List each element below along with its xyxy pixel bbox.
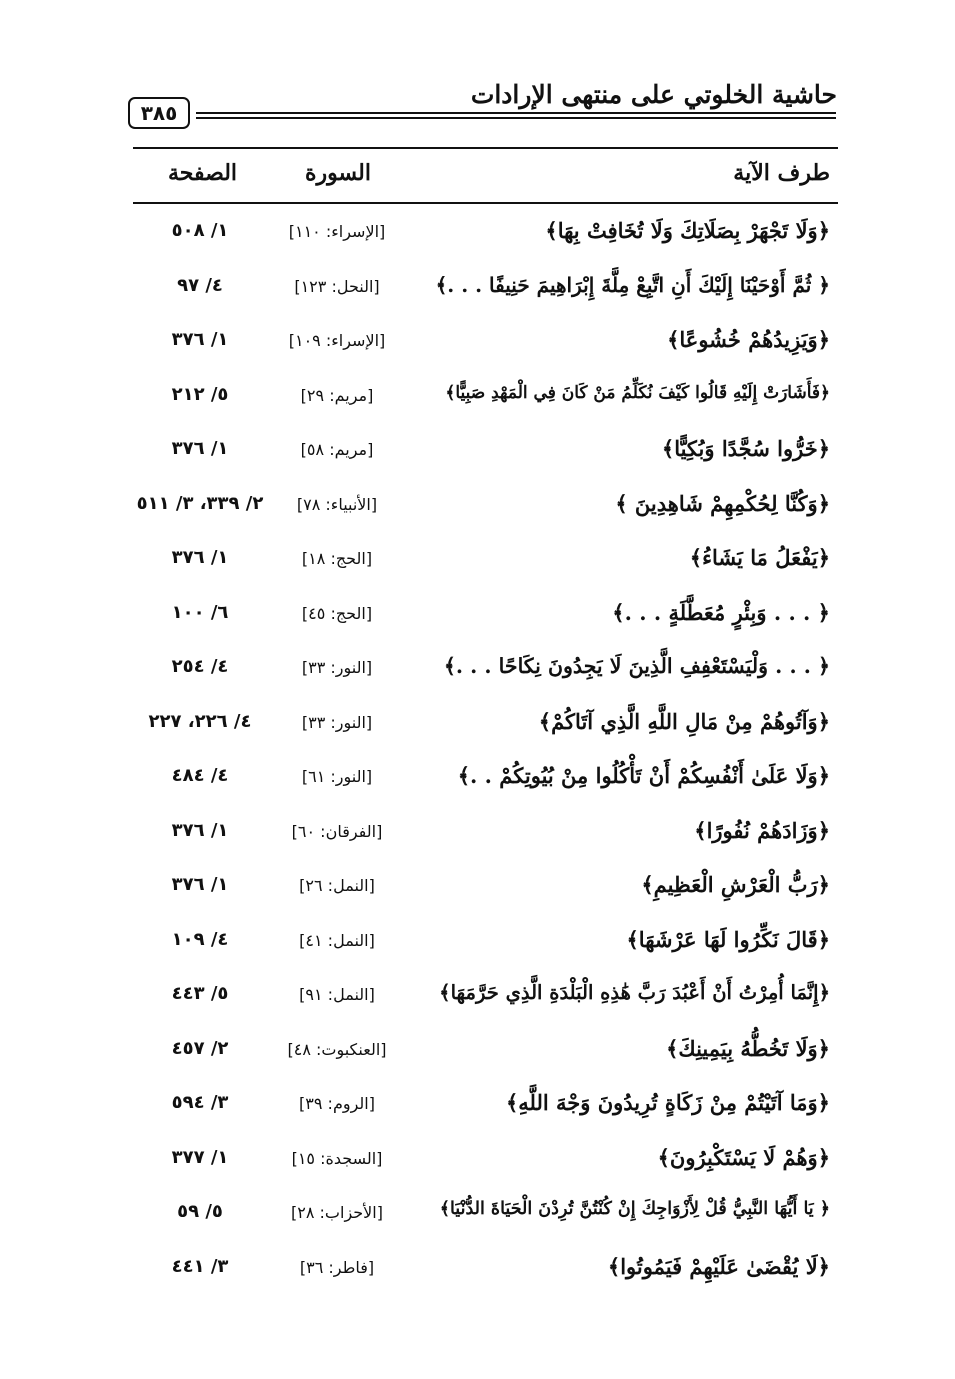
- page-reference: ١/ ٣٧٦: [171, 547, 229, 568]
- table-row: [0, 426, 955, 481]
- table-row: [0, 644, 955, 699]
- table-header-rule: [133, 202, 838, 204]
- verse-text: ﴿ . . . وَلْيَسْتَعْفِفِ الَّذِينَ لَا يَجِدُونَ نِكَاحًا . . .﴾: [443, 654, 830, 678]
- surah-reference: [الإسراء: ١٠٩]: [288, 331, 386, 350]
- surah-reference: [السجدة: ١٥]: [291, 1148, 383, 1168]
- verse-text: ﴿وَزَادَهُمْ نُفُورًا﴾: [694, 817, 830, 843]
- table-row: [0, 1189, 955, 1244]
- verse-text: ﴿ . . . وَبِئْرٍ مُعَطَّلَةٍ . . .﴾: [612, 599, 830, 625]
- table-row: [0, 917, 955, 972]
- table-row: [0, 1080, 955, 1135]
- verse-text: ﴿وَلَا عَلَىٰ أَنْفُسِكُمْ أَنْ تَأْكُلُوا مِنْ بُيُوتِكُمْ . .﴾: [457, 763, 830, 788]
- table-row: [0, 1026, 955, 1081]
- verse-text: ﴿وَآتُوهُمْ مِنْ مَالِ اللَّهِ الَّذِي آتَاكُمْ﴾: [538, 708, 830, 734]
- surah-reference: [النمل: ٩١]: [299, 985, 375, 1004]
- page-reference: ٥/ ٥٩: [177, 1201, 223, 1222]
- verse-index-table: [0, 208, 955, 1298]
- page-reference: ٤/ ٤٨٤: [171, 765, 229, 786]
- page-reference: ١/ ٣٧٦: [171, 874, 229, 895]
- table-row: [0, 263, 955, 318]
- page-reference: ٤/ ١٠٩: [171, 928, 229, 950]
- surah-reference: [النور: ٣٣]: [301, 712, 373, 732]
- page-number-box: [128, 97, 190, 129]
- table-row: [0, 372, 955, 427]
- table-row: [0, 535, 955, 590]
- surah-reference: [الروم: ٣٩]: [299, 1094, 375, 1113]
- table-row: [0, 208, 955, 263]
- verse-text: ﴿ ثُمَّ أَوْحَيْنَا إِلَيْكَ أَنِ اتَّبِعْ مِلَّةَ إِبْرَاهِيمَ حَنِيفًا . . .﴾: [435, 272, 830, 297]
- verse-text: ﴿لَا يُقْضَىٰ عَلَيْهِمْ فَيَمُوتُوا﴾: [607, 1253, 830, 1279]
- surah-reference: [العنكبوت: ٤٨]: [287, 1039, 387, 1059]
- verse-text: ﴿وَهُمْ لَا يَسْتَكْبِرُونَ﴾: [657, 1144, 830, 1170]
- page-reference: ١/ ٣٧٧: [171, 1146, 229, 1168]
- column-header-page: الصفحة: [168, 160, 238, 186]
- table-row: [0, 481, 955, 536]
- page-reference: ١/ ٥٠٨: [171, 220, 229, 241]
- table-row: [0, 808, 955, 863]
- column-header-verse: طرف الآية: [733, 160, 830, 186]
- page-reference: ٤/ ٩٧: [177, 274, 223, 296]
- verse-text: ﴿فَأَشَارَتْ إِلَيْهِ قَالُوا كَيْفَ نُكَلِّمُ مَنْ كَانَ فِي الْمَهْدِ صَبِيًّا﴾: [445, 382, 830, 403]
- verse-text: ﴿وَلَا تَخُطُّهُ بِيَمِينِكَ﴾: [666, 1035, 830, 1061]
- header-rule-bottom: [196, 117, 836, 119]
- page-reference: ٥/ ٢١٢: [171, 383, 229, 405]
- page-reference: ٣/ ٤٤١: [171, 1255, 229, 1277]
- verse-text: ﴿خَرُّوا سُجَّدًا وَبُكِيًّا﴾: [661, 436, 830, 461]
- surah-reference: [النور: ٣٣]: [301, 658, 373, 677]
- table-row: [0, 590, 955, 645]
- verse-text: ﴿وَكُنَّا لِحُكْمِهِمْ شَاهِدِينَ ﴾: [615, 490, 830, 516]
- column-header-surah: السورة: [305, 160, 371, 186]
- verse-text: ﴿وَيَزِيدُهُمْ خُشُوعًا﴾: [667, 327, 830, 352]
- page-reference: ٣/ ٥٩٤: [171, 1092, 229, 1113]
- page-reference: ٤/ ٢٥٤: [171, 656, 229, 677]
- verse-text: ﴿إِنَّمَا أُمِرْتُ أَنْ أَعْبُدَ رَبَّ هَٰذِهِ الْبَلْدَةِ الَّذِي حَرَّمَهَا﴾: [439, 981, 830, 1004]
- table-top-rule: [133, 147, 838, 149]
- table-row: [0, 753, 955, 808]
- surah-reference: [النحل: ١٢٣]: [294, 276, 380, 296]
- table-row: [0, 971, 955, 1026]
- surah-reference: [مريم: ٢٩]: [300, 385, 374, 405]
- verse-text: ﴿يَفْعَلُ مَا يَشَاءُ﴾: [689, 545, 830, 570]
- page-reference: ١/ ٣٧٦: [171, 438, 229, 459]
- book-title: حاشية الخلوتي على منتهى الإرادات: [470, 80, 837, 109]
- surah-reference: [فاطر: ٣٦]: [299, 1257, 375, 1277]
- verse-text: ﴿رَبُّ الْعَرْشِ الْعَظِيمِ﴾: [641, 872, 830, 897]
- table-row: [0, 1244, 955, 1299]
- page-reference: ١/ ٣٧٦: [171, 329, 229, 350]
- surah-reference: [الأنبياء: ٧٨]: [296, 494, 378, 514]
- page-reference: ٥/ ٤٤٣: [171, 983, 229, 1004]
- header-rule-top: [196, 112, 836, 114]
- page-reference: ٢/ ٣٣٩، ٣/ ٥١١: [136, 492, 264, 514]
- table-row: [0, 699, 955, 754]
- surah-reference: [الفرقان: ٦٠]: [291, 821, 383, 841]
- surah-reference: [الأحزاب: ٢٨]: [291, 1203, 383, 1222]
- surah-reference: [النور: ٦١]: [301, 767, 373, 786]
- page-reference: ٤/ ٢٢٦، ٢٢٧: [148, 710, 252, 732]
- surah-reference: [النمل: ٤١]: [299, 930, 375, 950]
- table-row: [0, 862, 955, 917]
- surah-reference: [الإسراء: ١١٠]: [288, 222, 386, 241]
- table-row: [0, 317, 955, 372]
- verse-text: ﴿وَلَا تَجْهَرْ بِصَلَاتِكَ وَلَا تُخَافِتْ بِهَا﴾: [545, 218, 830, 243]
- surah-reference: [الحج: ١٨]: [301, 549, 373, 568]
- page-reference: ١/ ٣٧٦: [171, 819, 229, 841]
- verse-text: ﴿قَالَ نَكِّرُوا لَهَا عَرْشَهَا﴾: [626, 926, 830, 952]
- table-row: [0, 1135, 955, 1190]
- surah-reference: [الحج: ٤٥]: [301, 603, 373, 623]
- page-reference: ٢/ ٤٥٧: [171, 1037, 229, 1059]
- verse-text: ﴿وَمَا آتَيْتُمْ مِنْ زَكَاةٍ تُرِيدُونَ وَجْهَ اللَّهِ﴾: [505, 1090, 830, 1115]
- page-reference: ٦/ ١٠٠: [171, 601, 229, 623]
- surah-reference: [مريم: ٥٨]: [300, 440, 374, 459]
- verse-text: ﴿ يَا أَيُّهَا النَّبِيُّ قُلْ لِأَزْوَاجِكَ إِنْ كُنْتُنَّ تُرِدْنَ الْحَيَاةَ الدُّنْيَا﴾: [439, 1199, 830, 1219]
- page-number: ٣٨٥: [140, 101, 178, 125]
- surah-reference: [النمل: ٢٦]: [299, 876, 375, 895]
